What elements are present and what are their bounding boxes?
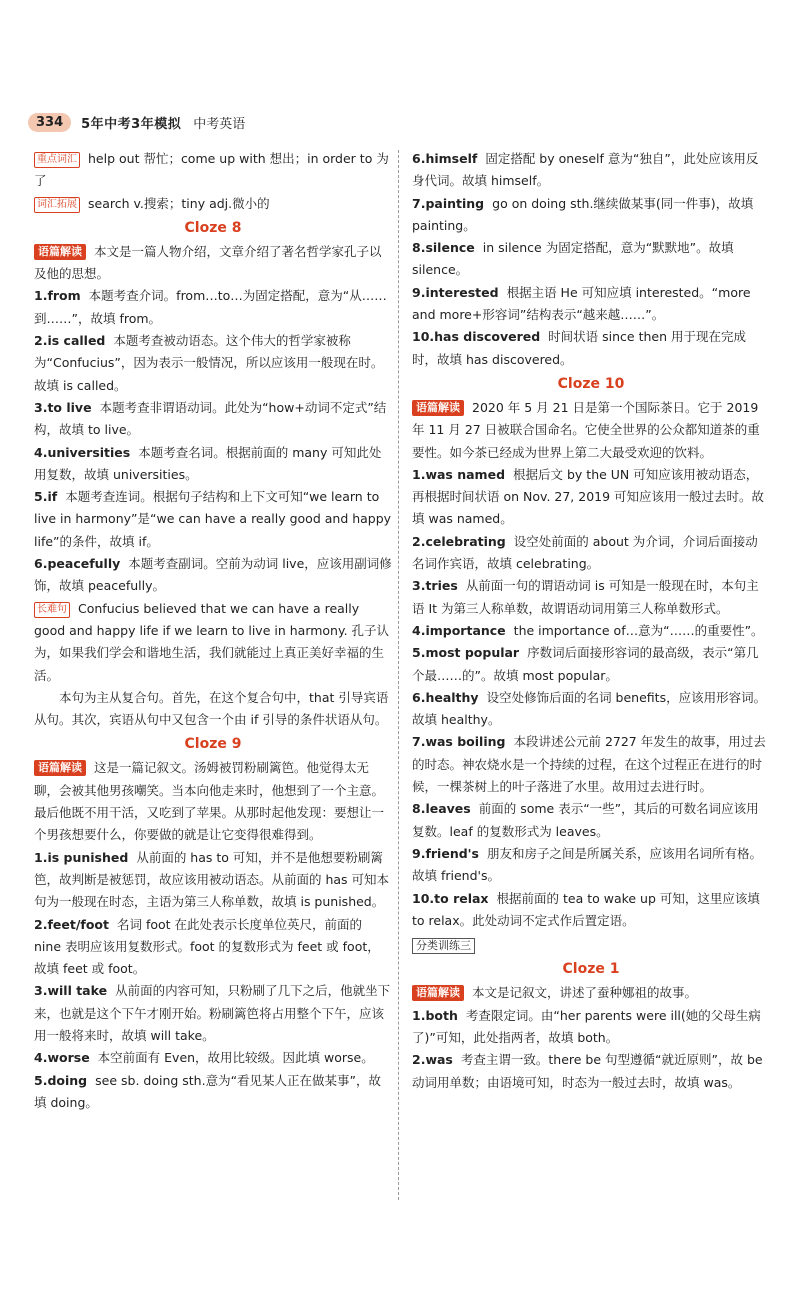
reading-tag: 语篇解读 [34, 760, 86, 776]
list-item [34, 914, 392, 981]
section-label: 分类训练三 [412, 938, 475, 954]
answer: worse [47, 1050, 90, 1066]
list-item [34, 397, 392, 442]
cloze9-intro [34, 757, 392, 846]
item-number: 5. [34, 1072, 48, 1088]
cloze8-title: Cloze 8 [184, 219, 242, 236]
long-sentence [34, 598, 392, 687]
explanation: 本段讲述公元前 2727 年发生的故事，用过去的时态。神农烧水是一个持续的过程，在这个过程正在进行的时候，一棵茶树上的叶子落进了水里。故用过去进行时。 [412, 734, 766, 795]
list-item [412, 575, 770, 620]
explanation: the importance of…意为“……的重要性”。 [513, 622, 764, 638]
list-item [34, 442, 392, 487]
answer: most popular [425, 645, 520, 661]
list-item [412, 237, 770, 282]
list-item [412, 531, 770, 576]
vocab-extension-tag: 词汇拓展 [34, 197, 80, 213]
intro-text: 2020 年 5 月 21 日是第一个国际茶日。它于 2019 年 11 月 27 日被联合国命名。它使全世界的公众都知道茶的重要性。如今茶已经成为世界上第二大最受欢迎的饮料。 [412, 399, 760, 460]
explanation: 根据前面的 tea to wake up 可知，这里应该填 to relax。此处动词不定式作后置定语。 [412, 890, 760, 928]
answer: leaves [425, 801, 471, 817]
explanation: in silence 为固定搭配，意为“默默地”。故填 silence。 [412, 240, 734, 278]
explanation: 从前面的内容可知，只粉刷了几下之后，他就坐下来，也就是这个下午才刚开始。粉刷篱笆将占用整个下午，应该用一般将来时，故填 will take。 [34, 983, 391, 1043]
answer: healthy [425, 689, 479, 705]
cloze1-intro [412, 982, 770, 1004]
vocab-tag: 重点词汇 [34, 152, 80, 168]
list-item [412, 193, 770, 238]
cloze10-title: Cloze 10 [557, 375, 625, 392]
item-number: 4. [34, 444, 48, 460]
item-number: 3. [34, 399, 48, 415]
item-number: 4. [34, 1050, 48, 1066]
item-number: 2. [412, 1052, 426, 1068]
explanation: 前面的 some 表示“一些”，其后的可数名词应该用复数。leaf 的复数形式为 leaves。 [412, 801, 759, 839]
item-number: 10. [412, 890, 435, 906]
explanation: 根据主语 He 可知应填 interested。“more and more+形容词”结构表示“越来越……”。 [412, 284, 751, 323]
explanation: 序数词后面接形容词的最高级，表示“第几个最……的”。故填 most popular。 [412, 645, 759, 683]
answer: will take [47, 983, 108, 999]
book-subtitle: 中考英语 [193, 116, 246, 132]
explanation: 考查主谓一致。there be 句型遵循“就近原则”，故 be 动词用单数；由语境可知，时态为一般过去时，故填 was。 [412, 1052, 763, 1090]
list-item [412, 687, 770, 732]
cloze9-title: Cloze 9 [184, 736, 242, 753]
list-item [34, 980, 392, 1047]
answer: has discovered [434, 329, 541, 345]
reading-tag: 语篇解读 [412, 985, 464, 1001]
item-number: 5. [412, 645, 426, 661]
item-number: 9. [412, 845, 426, 861]
long-sentence-tag: 长难句 [34, 602, 70, 618]
list-item [412, 1005, 770, 1050]
answer: from [47, 288, 81, 304]
reading-tag: 语篇解读 [34, 244, 86, 260]
answer: tries [425, 578, 458, 594]
item-number: 1. [34, 849, 48, 865]
explanation: 设空处前面的 about 为介词，介词后面接动名词作宾语，故填 celebrating。 [412, 533, 758, 572]
explanation: 本题考查非谓语动词。此处为“how+动词不定式”结构，故填 to live。 [34, 399, 387, 438]
explanation: 本空前面有 Even，故用比较级。因此填 worse。 [97, 1050, 374, 1066]
list-item [412, 888, 770, 933]
item-number: 8. [412, 240, 426, 256]
list-item [34, 285, 392, 330]
list-item [34, 553, 392, 598]
list-item [412, 620, 770, 642]
answer: was boiling [425, 734, 506, 750]
list-item [34, 1047, 392, 1069]
column-divider [398, 150, 399, 1200]
list-item [412, 148, 770, 193]
item-number: 2. [34, 333, 48, 349]
explanation: see sb. doing sth.意为“看见某人正在做某事”，故填 doing。 [34, 1072, 382, 1110]
list-item [412, 843, 770, 888]
answer: if [47, 489, 58, 505]
item-number: 1. [412, 1007, 426, 1023]
item-number: 1. [412, 466, 426, 482]
list-item [412, 731, 770, 798]
cloze1-title: Cloze 1 [562, 961, 620, 978]
item-number: 6. [34, 556, 48, 572]
item-number: 10. [412, 329, 435, 345]
answer: was [425, 1052, 453, 1068]
explanation: 本题考查连词。根据句子结构和上下文可知“we learn to live in harmony”是“we can have a really good and happy life”的条件，故填 if。 [34, 489, 392, 549]
explanation: 从前面的 has to 可知，并不是他想要粉刷篱笆，故判断是被惩罚，故应该用被动语态。从前面的 has 可知本句为一般现在时态，主语为第三人称单数，故填 is punished。 [34, 849, 390, 910]
explanation: 从前面一句的谓语动词 is 可知是一般现在时，本句主语 It 为第三人称单数，故谓语动词用第三人称单数形式。 [412, 578, 759, 616]
cloze10-intro [412, 397, 770, 464]
item-number: 9. [412, 284, 426, 300]
answer: is punished [47, 849, 129, 865]
explanation: 时间状语 since then 用于现在完成时，故填 has discovered。 [412, 329, 746, 367]
answer: silence [425, 240, 475, 256]
item-number: 6. [412, 151, 426, 166]
item-number: 3. [34, 983, 48, 999]
list-item [412, 642, 770, 687]
list-item [412, 464, 770, 531]
list-item [412, 1049, 770, 1094]
answer: universities [47, 444, 131, 460]
list-item [34, 486, 392, 553]
explanation: 本题考查介词。from…to…为固定搭配，意为“从……到……”，故填 from。 [34, 288, 387, 326]
list-item [34, 847, 392, 914]
item-number: 2. [412, 533, 426, 549]
long-sentence-text: Confucius believed that we can have a really good and happy life if we learn to live in harmony. 孔子认为，如果我们学会和谐地生活，我们就能过上真正美好幸福的生活。 [34, 600, 390, 683]
answer: was named [425, 466, 506, 482]
answer: friend's [425, 845, 479, 861]
explanation: 本题考查被动语态。这个伟大的哲学家被称为“Confucius”，因为表示一般情况，所以应该用一般现在时。故填 is called。 [34, 333, 384, 393]
sentence-analysis: 本句为主从复合句。首先，在这个复合句中，that 引导宾语从句。其次，宾语从句中又包含一个由 if 引导的条件状语从句。 [34, 689, 389, 728]
answer: to live [47, 399, 92, 415]
explanation: 本题考查副词。空前为动词 live，应该用副词修饰，故填 peacefully。 [34, 556, 392, 594]
answer: doing [47, 1072, 88, 1088]
vocab-text: help out 帮忙；come up with 想出；in order to 为了 [34, 151, 389, 189]
item-number: 8. [412, 801, 426, 817]
vocab-extension-line [34, 193, 392, 215]
item-number: 7. [412, 734, 426, 750]
item-number: 6. [412, 689, 426, 705]
answer: himself [425, 151, 478, 166]
explanation: 固定搭配 by oneself 意为“独自”，此处应该用反身代词。故填 himself。 [412, 151, 759, 189]
left-column [34, 148, 392, 1114]
list-item [34, 330, 392, 397]
list-item [412, 798, 770, 843]
answer: to relax [434, 890, 489, 906]
item-number: 3. [412, 578, 426, 594]
answer: is called [47, 333, 106, 349]
intro-text: 本文是一篇人物介绍，文章介绍了著名哲学家孔子以及他的思想。 [34, 243, 382, 282]
explanation: 考查限定词。由“her parents were ill(她的父母生病了)”可知，此处指两者，故填 both。 [412, 1007, 761, 1045]
right-column [412, 148, 770, 1094]
explanation: 设空处修饰后面的名词 benefits，应该用形容词。故填 healthy。 [412, 689, 767, 728]
item-number: 5. [34, 489, 48, 505]
answer: peacefully [47, 556, 121, 572]
explanation: 名词 foot 在此处表示长度单位英尺，前面的 nine 表明应该用复数形式。foot 的复数形式为 feet 或 foot，故填 feet 或 foot。 [34, 916, 380, 977]
vocab-line [34, 148, 392, 193]
intro-text: 这是一篇记叙文。汤姆被罚粉刷篱笆。他觉得太无聊，会被其他男孩嘲笑。当本向他走来时，他想到了一个主意。最后他既不用干活，又吃到了苹果。从那时起他发现：要想让一个男孩想要什么，你要做的就是让它变得很难得到。 [34, 760, 385, 843]
list-item [34, 1070, 392, 1115]
answer: interested [425, 284, 499, 300]
book-title: 5年中考3年模拟 [81, 116, 182, 132]
explanation: 朋友和房子之间是所属关系，应该用名词所有格。故填 friend's。 [412, 845, 762, 884]
item-number: 4. [412, 622, 426, 638]
answer: both [425, 1007, 458, 1023]
item-number: 2. [34, 916, 48, 932]
vocab-extension-text: search v.搜索；tiny adj.微小的 [88, 195, 270, 211]
answer: feet/foot [47, 916, 109, 932]
page-number: 334 [28, 113, 71, 132]
item-number: 1. [34, 288, 48, 304]
item-number: 7. [412, 195, 426, 211]
reading-tag: 语篇解读 [412, 400, 464, 416]
answer: importance [425, 622, 506, 638]
intro-text: 本文是记叙文，讲述了蚕种娜祖的故事。 [472, 985, 698, 1001]
page-header [28, 108, 772, 136]
answer: painting [425, 195, 485, 211]
explanation: 根据后文 by the UN 可知应该用被动语态，再根据时间状语 on Nov. 27, 2019 可知应该用一般过去时。故填 was named。 [412, 466, 765, 527]
explanation: 本题考查名词。根据前面的 many 可知此处用复数，故填 universities。 [34, 444, 382, 482]
list-item [412, 326, 770, 371]
list-item [412, 282, 770, 327]
answer: celebrating [425, 533, 506, 549]
cloze8-intro [34, 241, 392, 286]
explanation: go on doing sth.继续做某事(同一件事)，故填 painting。 [412, 195, 754, 233]
